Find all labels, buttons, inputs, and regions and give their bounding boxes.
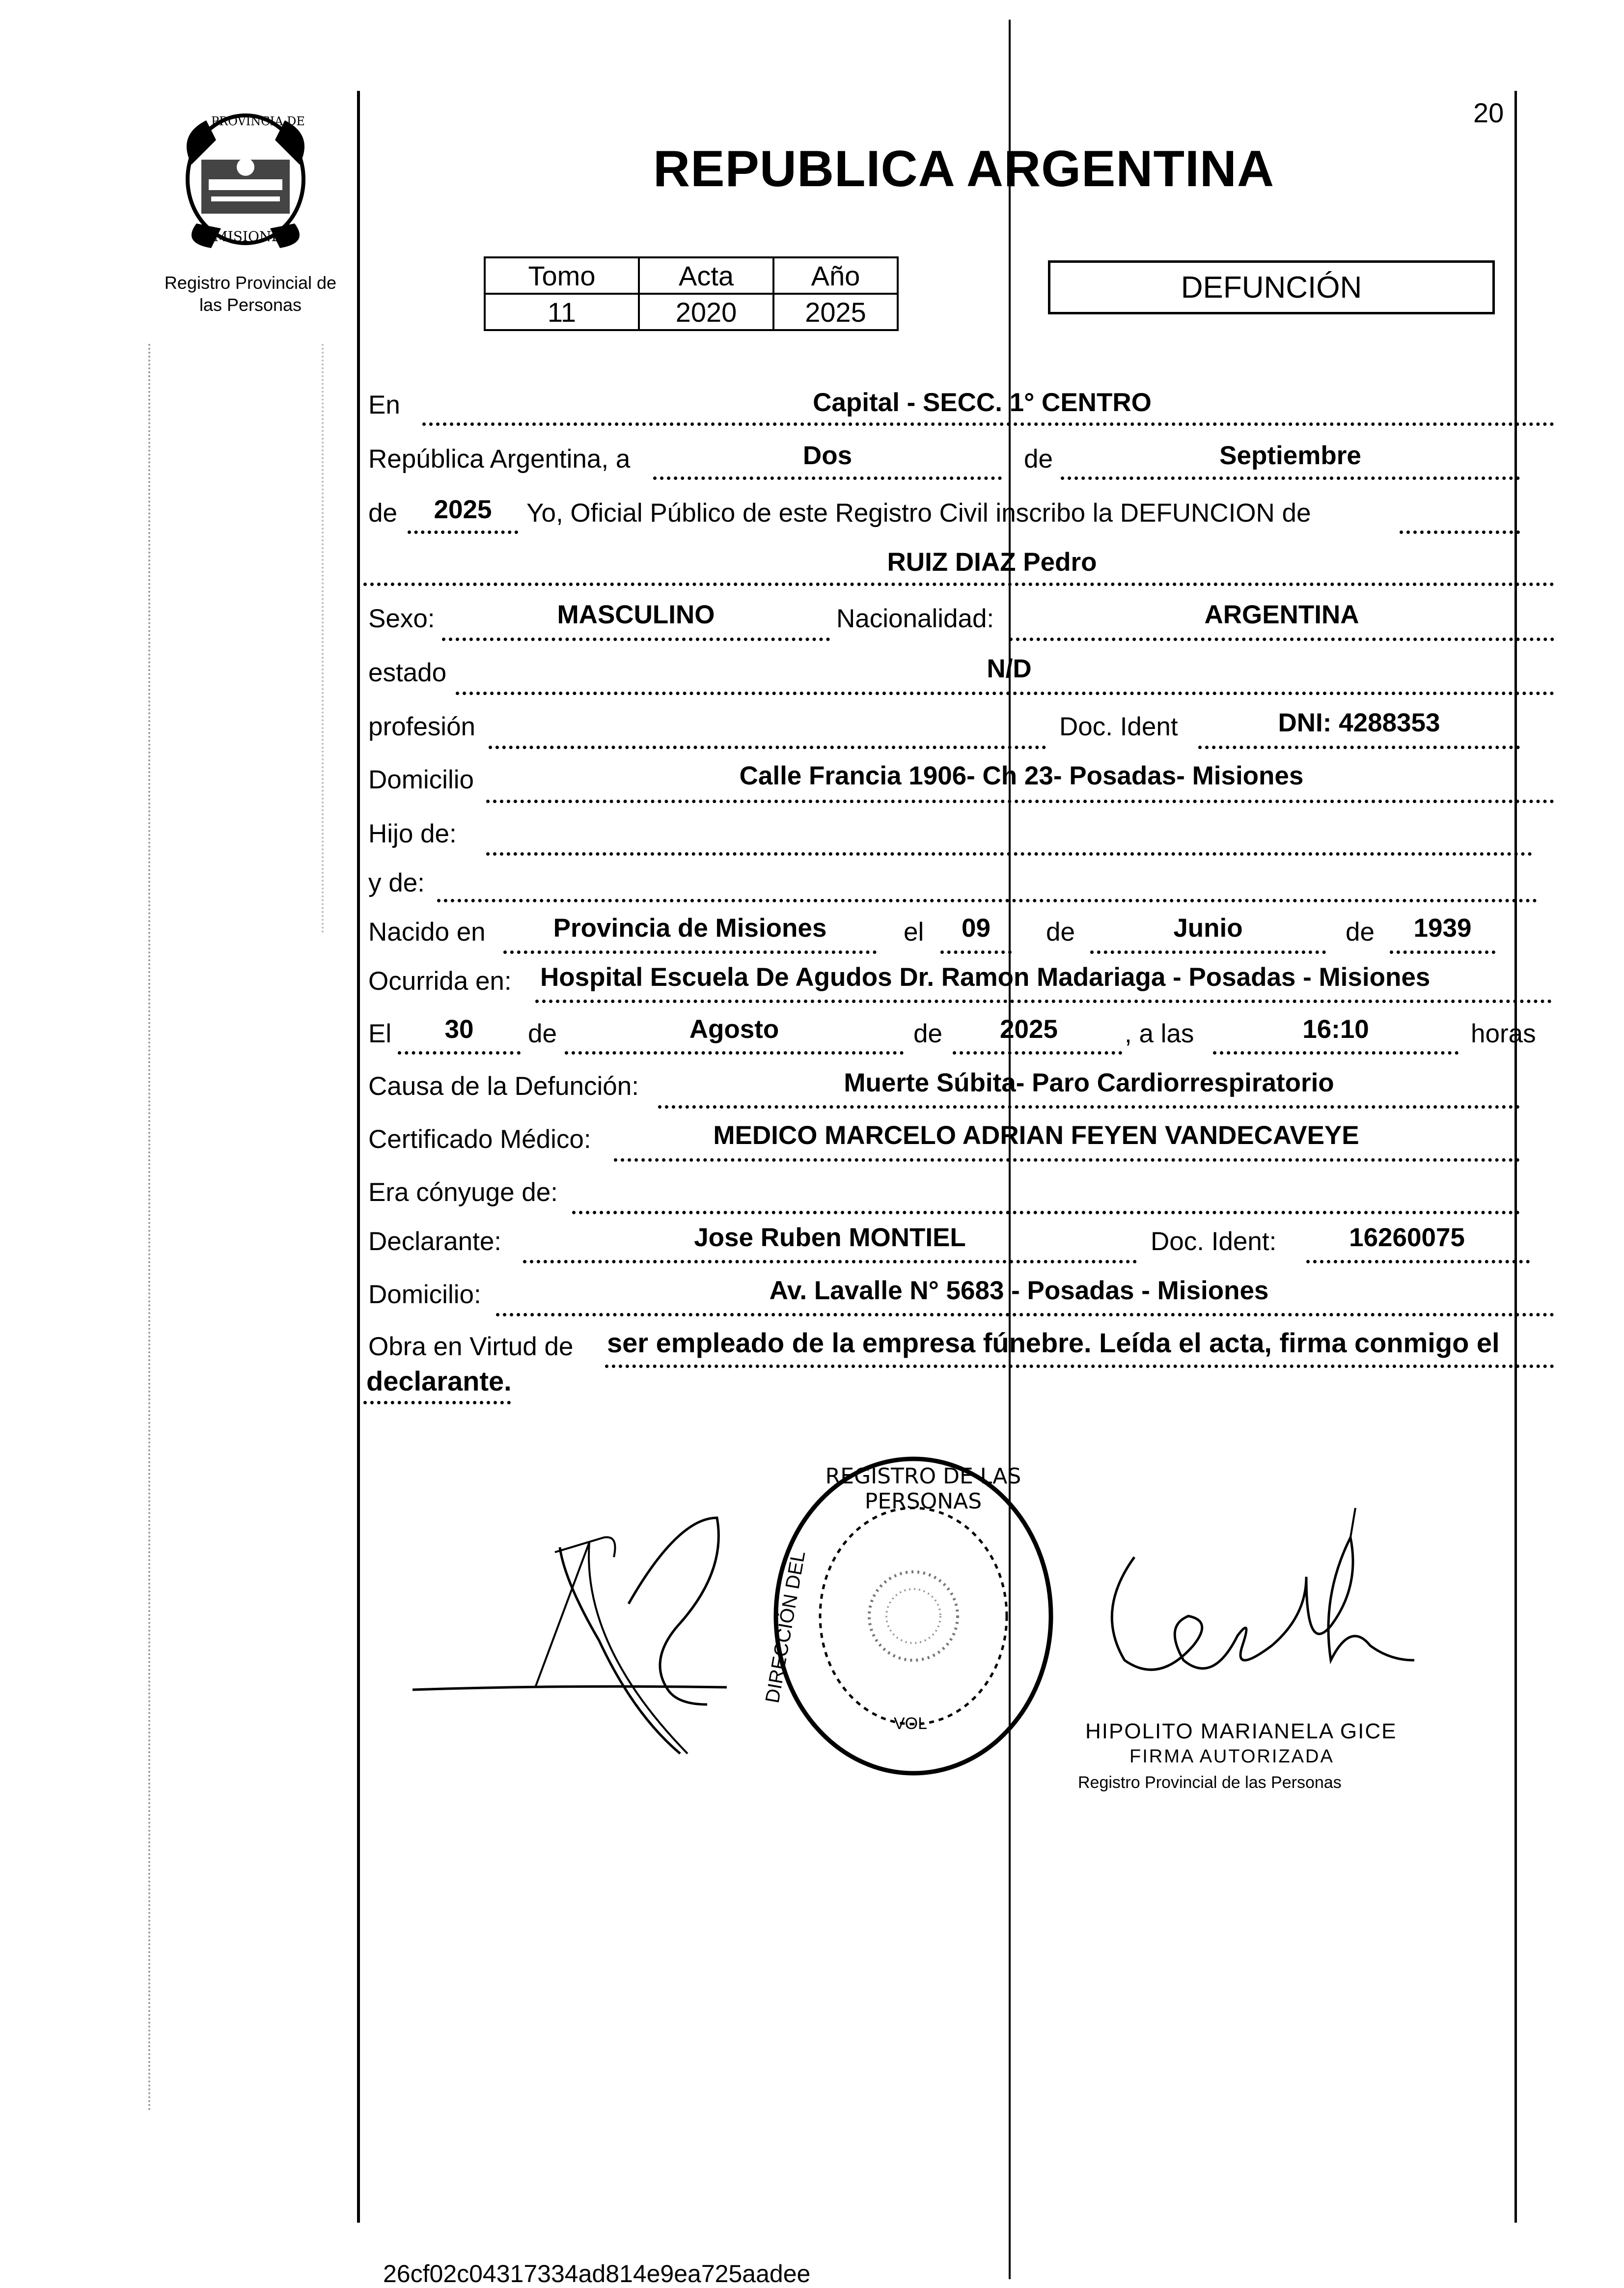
profesion-label: profesión bbox=[368, 712, 476, 741]
hora-dotted-line bbox=[1213, 1051, 1459, 1055]
nacido-dotted-line bbox=[503, 950, 877, 954]
mes-value: Septiembre bbox=[1219, 441, 1361, 470]
value-anio: 2025 bbox=[773, 294, 898, 330]
doc-ident-label: Doc. Ident bbox=[1059, 712, 1178, 741]
left-border-line bbox=[357, 91, 360, 2223]
domicilio-dotted-line bbox=[486, 800, 1554, 803]
declarante-value: Jose Ruben MONTIEL bbox=[694, 1223, 966, 1252]
nac-anio-value: 1939 bbox=[1413, 914, 1472, 943]
ocurrida-value: Hospital Escuela De Agudos Dr. Ramon Madariaga - Posadas - Misiones bbox=[540, 963, 1431, 992]
causa-dotted-line bbox=[658, 1105, 1520, 1109]
republica-label: República Argentina, a bbox=[368, 445, 631, 474]
hijo-label: Hijo de: bbox=[368, 819, 457, 848]
nac-de2-label: de bbox=[1346, 918, 1375, 947]
nombre-value: RUIZ DIAZ Pedro bbox=[887, 548, 1097, 577]
oficial-dotted-line bbox=[1400, 530, 1520, 534]
tomo-acta-anio-table bbox=[484, 256, 899, 331]
def-de-label: de bbox=[528, 1019, 557, 1048]
estado-value: N/D bbox=[987, 654, 1032, 683]
nac-dia-value: 09 bbox=[962, 914, 991, 943]
certificado-label: Certificado Médico: bbox=[368, 1125, 591, 1154]
causa-value: Muerte Súbita- Paro Cardiorrespiratorio bbox=[844, 1068, 1334, 1097]
obra-value-line1: ser empleado de la empresa fúnebre. Leída el acta, firma conmigo el bbox=[607, 1327, 1500, 1358]
official-stamp-line1: HIPOLITO MARIANELA GICE bbox=[1085, 1719, 1397, 1743]
margin-dots bbox=[148, 344, 153, 2112]
en-label: En bbox=[368, 391, 400, 419]
nombre-dotted-line bbox=[363, 583, 1554, 586]
margin-dots-2 bbox=[322, 344, 327, 933]
header-tomo: Tomo bbox=[485, 257, 639, 294]
oficial-text: Yo, Oficial Público de este Registro Civil inscribo la DEFUNCION de bbox=[526, 499, 1311, 528]
anio-dotted-line bbox=[408, 530, 518, 534]
decl-doc-value: 16260075 bbox=[1349, 1223, 1465, 1252]
decl-doc-dotted-line bbox=[1306, 1260, 1530, 1263]
nacido-label: Nacido en bbox=[368, 918, 486, 947]
logo-text-top: PROVINCIA DE bbox=[211, 114, 305, 128]
nacionalidad-value: ARGENTINA bbox=[1204, 600, 1359, 629]
de-label: de bbox=[1024, 445, 1053, 474]
obra-label: Obra en Virtud de bbox=[368, 1332, 574, 1361]
ocurrida-label: Ocurrida en: bbox=[368, 967, 512, 996]
dia-dotted-line bbox=[653, 476, 1002, 480]
decl-domicilio-value: Av. Lavalle N° 5683 - Posadas - Misiones bbox=[769, 1276, 1269, 1305]
registry-seal bbox=[761, 1454, 1071, 1798]
el-label: el bbox=[904, 918, 924, 947]
en-dotted-line bbox=[422, 422, 1554, 426]
yde-label: y de: bbox=[368, 868, 425, 897]
footer-hash: 26cf02c04317334ad814e9ea725aadee bbox=[383, 2260, 811, 2288]
domicilio-value: Calle Francia 1906- Ch 23- Posadas- Misiones bbox=[739, 761, 1304, 790]
estado-label: estado bbox=[368, 658, 447, 687]
sexo-value: MASCULINO bbox=[557, 600, 715, 629]
el2-label: El bbox=[368, 1019, 392, 1048]
nacionalidad-dotted-line bbox=[1009, 638, 1554, 641]
def-anio-value: 2025 bbox=[1000, 1015, 1058, 1044]
en-value: Capital - SECC. 1° CENTRO bbox=[813, 388, 1152, 417]
registry-name-line1: Registro Provincial de bbox=[164, 273, 337, 293]
nac-mes-dotted-line bbox=[1090, 950, 1326, 954]
right-border-line bbox=[1514, 91, 1517, 2223]
header-anio: Año bbox=[773, 257, 898, 294]
value-tomo: 11 bbox=[485, 294, 639, 330]
decl-domicilio-label: Domicilio: bbox=[368, 1280, 481, 1309]
certificado-dotted-line bbox=[614, 1158, 1520, 1162]
seal-text-left: DIRECCIÓN DEL bbox=[761, 1549, 810, 1705]
value-acta: 2020 bbox=[639, 294, 773, 330]
seal-text-top: REGISTRO DE LAS PERSONAS bbox=[825, 1464, 1021, 1514]
nacionalidad-label: Nacionalidad: bbox=[836, 604, 994, 633]
nac-dia-dotted-line bbox=[940, 950, 1012, 954]
seal-text-bottom: VOL bbox=[894, 1714, 928, 1733]
def-mes-dotted-line bbox=[565, 1051, 904, 1055]
obra-value-line2: declarante. bbox=[366, 1366, 512, 1396]
hora-value: 16:10 bbox=[1302, 1015, 1369, 1044]
alas-label: , a las bbox=[1125, 1019, 1194, 1048]
official-stamp-line2: FIRMA AUTORIZADA bbox=[1129, 1746, 1334, 1767]
de2-label: de bbox=[368, 499, 397, 528]
certificado-value: MEDICO MARCELO ADRIAN FEYEN VANDECAVEYE bbox=[713, 1121, 1359, 1150]
obra-dotted-line bbox=[605, 1365, 1554, 1368]
header-acta: Acta bbox=[639, 257, 773, 294]
def-anio-dotted-line bbox=[953, 1051, 1122, 1055]
nac-anio-dotted-line bbox=[1390, 950, 1495, 954]
registry-name-line2: las Personas bbox=[199, 295, 302, 315]
sexo-label: Sexo: bbox=[368, 604, 435, 633]
horas-label: horas bbox=[1471, 1019, 1536, 1048]
estado-dotted-line bbox=[456, 692, 1554, 695]
conyuge-dotted-line bbox=[572, 1211, 1520, 1214]
official-signature bbox=[1075, 1498, 1429, 1704]
doc-type-label: DEFUNCIÓN bbox=[1181, 270, 1362, 305]
declarante-label: Declarante: bbox=[368, 1227, 502, 1256]
decl-doc-label: Doc. Ident: bbox=[1151, 1227, 1277, 1256]
province-logo bbox=[172, 106, 319, 253]
nacido-value: Provincia de Misiones bbox=[553, 914, 827, 943]
ocurrida-dotted-line bbox=[535, 1000, 1552, 1003]
domicilio-label: Domicilio bbox=[368, 765, 474, 794]
anio-value: 2025 bbox=[434, 495, 492, 524]
logo-text-bottom: MISIONES bbox=[214, 228, 291, 245]
declarante-dotted-line bbox=[523, 1260, 1137, 1263]
official-stamp-line3: Registro Provincial de las Personas bbox=[1078, 1773, 1342, 1792]
nac-mes-value: Junio bbox=[1173, 914, 1243, 943]
def-de2-label: de bbox=[913, 1019, 942, 1048]
def-mes-value: Agosto bbox=[689, 1015, 779, 1044]
yde-dotted-line bbox=[437, 899, 1537, 902]
def-dia-value: 30 bbox=[444, 1015, 474, 1044]
nac-de-label: de bbox=[1046, 918, 1075, 947]
doc-type-box bbox=[1048, 260, 1495, 314]
doc-ident-dotted-line bbox=[1198, 746, 1520, 749]
def-dia-dotted-line bbox=[398, 1051, 521, 1055]
dia-value: Dos bbox=[802, 441, 853, 470]
causa-label: Causa de la Defunción: bbox=[368, 1072, 639, 1101]
sexo-dotted-line bbox=[442, 638, 830, 641]
profesion-dotted-line bbox=[489, 746, 1046, 749]
obra-dotted-line-2 bbox=[363, 1401, 511, 1404]
page-number: 20 bbox=[1473, 97, 1504, 128]
decl-domicilio-dotted-line bbox=[496, 1313, 1554, 1316]
doc-ident-value: DNI: 4288353 bbox=[1278, 708, 1440, 737]
page-title: REPUBLICA ARGENTINA bbox=[653, 140, 1275, 197]
declarant-signature bbox=[413, 1498, 805, 1773]
conyuge-label: Era cónyuge de: bbox=[368, 1178, 558, 1207]
hijo-dotted-line bbox=[486, 852, 1532, 856]
mes-dotted-line bbox=[1061, 476, 1520, 480]
